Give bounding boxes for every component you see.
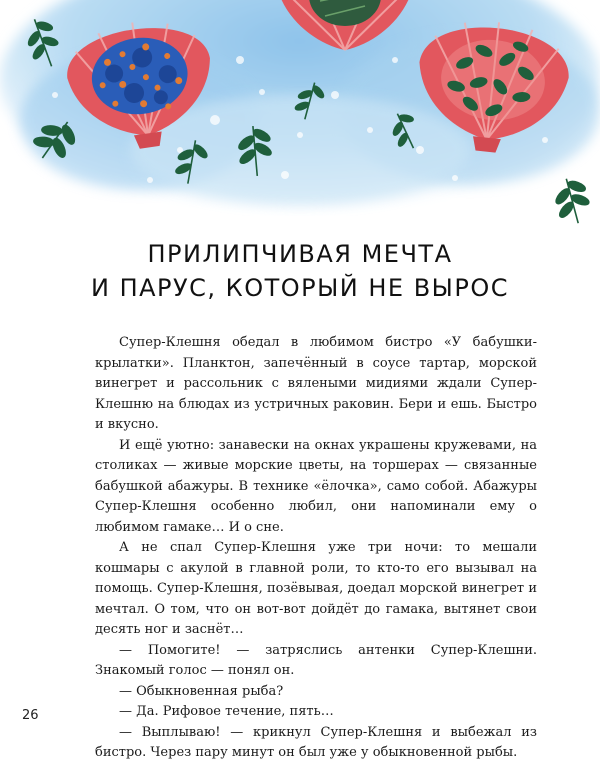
chapter-title-line-1: ПРИЛИПЧИВАЯ МЕЧТА [147, 240, 453, 268]
page-number: 26 [22, 708, 39, 723]
paragraph: А не спал Супер-Клешня уже три ночи: то мешали кошмары с акулой в главной роли, то кто-то его вызывал на помощь. Супер-Клешня, позёвывая, доедал морской винегрет и мечтал. О том, что он вот-вот дойдёт до гамака, вытянет свои десять ног и заснёт… [95, 540, 537, 637]
dialogue-line: — Помогите! — затряслись антенки Супер-Клешни. Знакомый голос — понял он. [95, 642, 537, 678]
header-illustration [0, 0, 600, 225]
dialogue-line: — Да. Рифовое течение, пять… [119, 704, 334, 719]
dialogue-line: — Выплываю! — крикнул Супер-Клешня и выбежал из бистро. Через пару минут он был уже у обыкновенной рыбы. [95, 724, 537, 760]
dialogue-line: — Обыкновенная рыба? [119, 683, 284, 699]
paragraph: Супер-Клешня обедал в любимом бистро «У бабушки-крылатки». Планктон, запечённый в соусе тартар, морской винегрет и рассольник с вялеными мидиями ждали Супер-Клешню на блюдах из устричных раковин. Бери и ешь. Быстро и вкусно. [95, 335, 537, 432]
chapter-title-line-2: И ПАРУС, КОТОРЫЙ НЕ ВЫРОС [91, 274, 509, 302]
paragraph: И ещё уютно: занавески на окнах украшены кружевами, на столиках — живые морские цветы, на торшерах — связанные бабушкой абажуры. В технике «ёлочка», само собой. Абажуры Супер-Клешня особенно любил, они напоминали ему о любимом гамаке… И о сне. [95, 437, 537, 535]
story-text [95, 333, 537, 764]
seaweed-sprig-icon [549, 174, 595, 225]
